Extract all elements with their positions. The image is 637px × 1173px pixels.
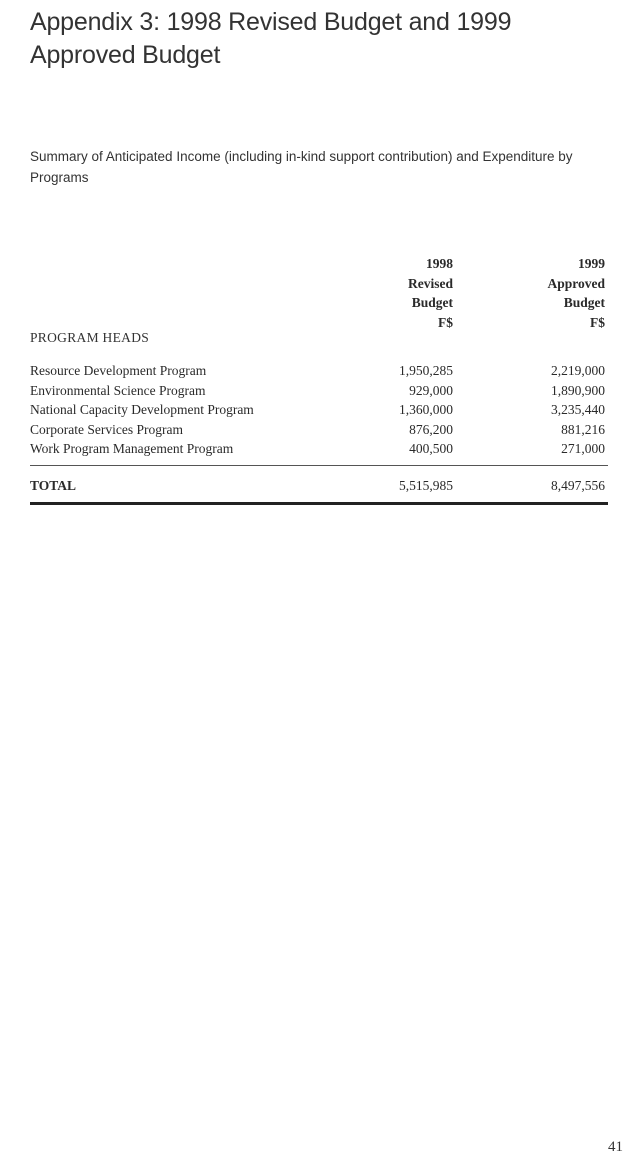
value-1998: 1,360,000 — [399, 402, 453, 417]
column-header-line: Approved — [547, 275, 605, 291]
value-1999: 2,219,000 — [551, 363, 605, 378]
total-label: TOTAL — [30, 478, 77, 493]
table-row — [30, 439, 608, 459]
column-header-line: F$ — [590, 314, 605, 330]
column-header-1998 — [408, 254, 453, 332]
table-body — [30, 361, 608, 459]
row-label: National Capacity Development Program — [30, 402, 254, 417]
total-1998: 5,515,985 — [399, 478, 453, 493]
column-header-line: F$ — [438, 314, 453, 330]
row-label: Corporate Services Program — [30, 421, 183, 437]
total-row — [30, 476, 608, 496]
column-header-line: Budget — [411, 295, 453, 310]
column-header-line: Budget — [563, 295, 605, 310]
page-title: Appendix 3: 1998 Revised Budget and 1999 Approved Budget — [30, 8, 512, 69]
table-row — [30, 361, 608, 381]
value-1999: 1,890,900 — [551, 382, 605, 398]
column-header-line: 1998 — [426, 256, 453, 271]
value-1998: 1,950,285 — [399, 363, 453, 378]
value-1998: 876,200 — [409, 421, 453, 437]
row-label: Work Program Management Program — [30, 441, 234, 456]
value-1998: 400,500 — [409, 441, 453, 456]
total-1999: 8,497,556 — [551, 478, 605, 493]
table-row — [30, 400, 608, 420]
column-header-1999 — [547, 254, 605, 332]
table-row — [30, 420, 608, 440]
divider — [30, 465, 608, 466]
value-1999: 881,216 — [561, 421, 605, 437]
row-label: Environmental Science Program — [30, 382, 206, 398]
page-number: 41 — [608, 1139, 623, 1155]
value-1999: 271,000 — [561, 441, 605, 456]
table-caption: Summary of Anticipated Income (including in-kind support contribution) and Expenditure by Programs — [30, 149, 573, 185]
table-row — [30, 381, 608, 401]
section-label: PROGRAM HEADS — [30, 330, 150, 345]
column-header-line: 1999 — [578, 256, 605, 271]
column-header-line: Revised — [408, 275, 453, 291]
divider-thick — [30, 502, 608, 505]
value-1999: 3,235,440 — [551, 402, 605, 417]
value-1998: 929,000 — [409, 382, 453, 398]
row-label: Resource Development Program — [30, 363, 207, 378]
